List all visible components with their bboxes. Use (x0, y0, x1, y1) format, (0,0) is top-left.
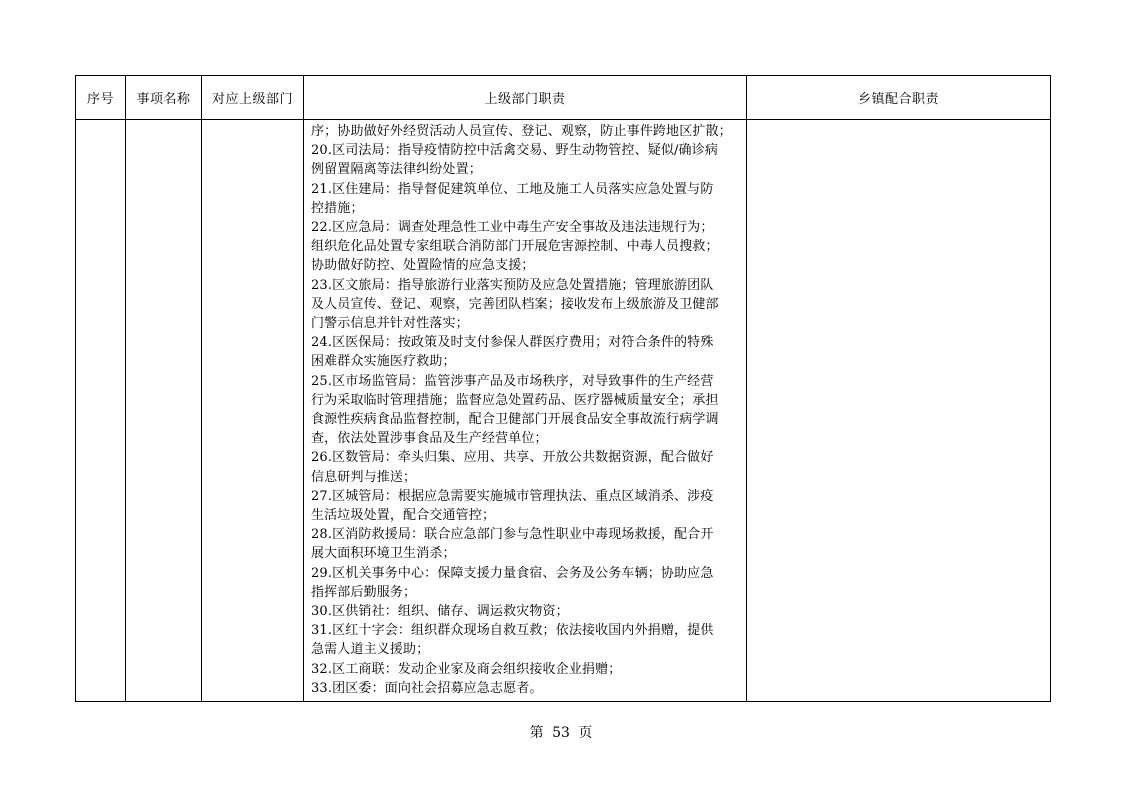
duty-line: 控措施； (311, 200, 364, 216)
duty-line: 急需人道主义援助； (311, 642, 430, 658)
page-suffix: 页 (578, 725, 593, 741)
page-number: 53 (552, 725, 570, 741)
header-index: 序号 (76, 76, 126, 120)
duty-line: 序；协助做好外经贸活动人员宣传、登记、观察，防止事件跨地区扩散； (311, 124, 732, 139)
header-superior-duties: 上级部门职责 (304, 76, 747, 120)
table-header-row (76, 76, 1051, 120)
header-item-name: 事项名称 (126, 76, 202, 120)
duty-line: 21.区住建局：指导督促建筑单位、工地及施工人员落实应急处置与防 (311, 181, 714, 197)
cell-department (202, 120, 304, 702)
duty-line: 32.区工商联：发动企业家及商会组织接收企业捐赠； (311, 661, 622, 677)
duty-line: 26.区数管局：牵头归集、应用、共享、开放公共数据资源，配合做好 (311, 450, 714, 466)
duty-line: 24.区医保局：按政策及时支付参保人群医疗费用；对符合条件的特殊 (311, 335, 714, 351)
duty-line: 23.区文旅局：指导旅游行业落实预防及应急处置措施；管理旅游团队 (311, 277, 714, 293)
duty-line: 31.区红十字会：组织群众现场自救互救；依法接收国内外捐赠，提供 (311, 623, 714, 639)
duty-line: 及人员宣传、登记、观察，完善团队档案；接收发布上级旅游及卫健部 (311, 296, 719, 312)
responsibility-table (75, 75, 1051, 702)
cell-index (76, 120, 126, 702)
cell-superior-duties (304, 120, 747, 702)
duty-line: 30.区供销社：组织、储存、调运救灾物资； (311, 604, 569, 620)
duty-line: 29.区机关事务中心：保障支援力量食宿、会务及公务车辆；协助应急 (311, 565, 714, 581)
duty-line: 食源性疾病食品监督控制，配合卫健部门开展食品安全事故流行病学调 (311, 412, 719, 428)
duty-lines (311, 122, 740, 698)
table-row (76, 120, 1051, 702)
duty-line: 20.区司法局：指导疫情防控中活禽交易、野生动物管控、疑似/确诊病 (311, 143, 719, 159)
duty-line: 28.区消防救援局：联合应急部门参与急性职业中毒现场救援，配合开 (311, 527, 714, 543)
duty-line: 27.区城管局：根据应急需要实施城市管理执法、重点区域消杀、涉疫 (311, 488, 714, 504)
duty-line: 22.区应急局：调查处理急性工业中毒生产安全事故及违法违规行为； (311, 220, 714, 236)
page-footer (0, 722, 1122, 742)
duty-line: 信息研判与推送； (311, 469, 417, 485)
duty-line: 例留置隔离等法律纠纷处置； (311, 162, 482, 178)
page-prefix: 第 (529, 725, 544, 741)
duty-line: 协助做好防控、处置险情的应急支援； (311, 258, 535, 274)
duty-line: 生活垃圾处置，配合交通管控； (311, 508, 496, 524)
duty-line: 困难群众实施医疗救助； (311, 354, 456, 370)
header-superior-department: 对应上级部门 (202, 76, 304, 120)
duty-line: 展大面积环境卫生消杀； (311, 546, 456, 562)
cell-item-name (126, 120, 202, 702)
duty-line: 33.团区委：面向社会招募应急志愿者。 (311, 680, 543, 696)
duty-line: 门警示信息并针对性落实； (311, 316, 469, 332)
cell-town-duties (747, 120, 1051, 702)
duty-line: 指挥部后勤服务； (311, 584, 417, 600)
duty-line: 行为采取临时管理措施；监督应急处置药品、医疗器械质量安全；承担 (311, 392, 719, 408)
header-town-duties: 乡镇配合职责 (747, 76, 1051, 120)
duty-line: 组织危化品处置专家组联合消防部门开展危害源控制、中毒人员搜救； (311, 239, 719, 255)
duty-line: 查，依法处置涉事食品及生产经营单位； (311, 431, 548, 447)
duty-line: 25.区市场监管局：监管涉事产品及市场秩序，对导致事件的生产经营 (311, 373, 714, 389)
